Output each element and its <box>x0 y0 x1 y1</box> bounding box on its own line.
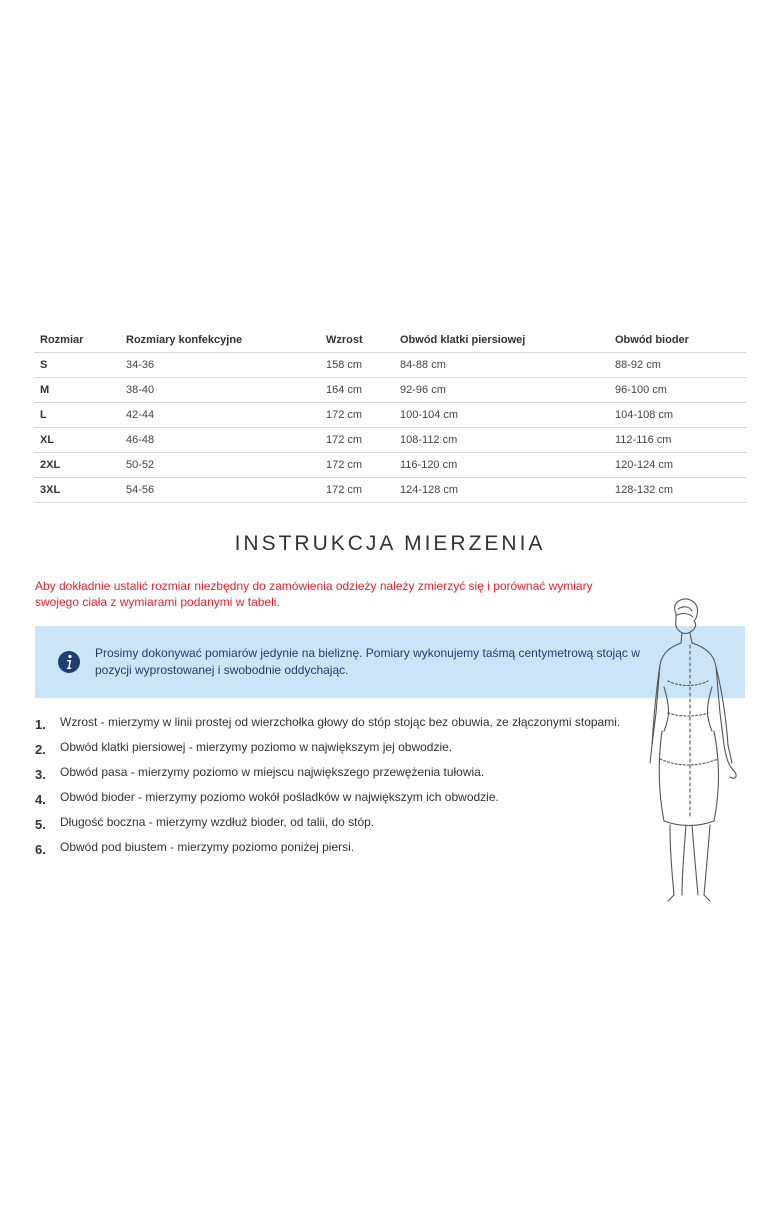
cell-klatka: 108-112 cm <box>394 428 609 453</box>
cell-klatka: 92-96 cm <box>394 378 609 403</box>
cell-size: 2XL <box>34 453 120 478</box>
cell-wzrost: 172 cm <box>320 428 394 453</box>
header-klatka: Obwód klatki piersiowej <box>394 328 609 353</box>
list-item <box>35 764 635 780</box>
cell-size: XL <box>34 428 120 453</box>
step-text: - mierzymy poziomo wokół pośladków w największym ich obwodzie. <box>134 790 499 804</box>
list-item <box>35 739 635 755</box>
cell-klatka: 116-120 cm <box>394 453 609 478</box>
step-term: Obwód pasa <box>60 765 128 779</box>
cell-size: M <box>34 378 120 403</box>
step-number: 3. <box>35 767 46 782</box>
cell-klatka: 84-88 cm <box>394 353 609 378</box>
step-text: - mierzymy poziomo w największym jej obwodzie. <box>185 740 453 754</box>
cell-size: 3XL <box>34 478 120 503</box>
cell-biodra: 104-108 cm <box>609 403 746 428</box>
cell-biodra: 120-124 cm <box>609 453 746 478</box>
list-item <box>35 814 635 830</box>
list-item <box>35 714 635 730</box>
cell-biodra: 112-116 cm <box>609 428 746 453</box>
cell-biodra: 96-100 cm <box>609 378 746 403</box>
step-number: 6. <box>35 842 46 857</box>
size-table <box>34 328 746 503</box>
header-biodra: Obwód bioder <box>609 328 746 353</box>
cell-konfekcja: 34-36 <box>120 353 320 378</box>
cell-wzrost: 172 cm <box>320 478 394 503</box>
header-size: Rozmiar <box>34 328 120 353</box>
header-wzrost: Wzrost <box>320 328 394 353</box>
table-row <box>34 453 746 478</box>
step-text: - mierzymy poziomo w miejscu największego przewężenia tułowia. <box>127 765 485 779</box>
cell-size: S <box>34 353 120 378</box>
step-number: 5. <box>35 817 46 832</box>
step-term: Obwód klatki piersiowej <box>60 740 186 754</box>
cell-klatka: 124-128 cm <box>394 478 609 503</box>
step-text: - mierzymy w linii prostej od wierzchołka głowy do stóp stojąc bez obuwia, ze złączonymi stopami. <box>97 715 621 729</box>
list-item <box>35 839 635 855</box>
cell-konfekcja: 42-44 <box>120 403 320 428</box>
list-item <box>35 789 635 805</box>
cell-biodra: 128-132 cm <box>609 478 746 503</box>
cell-konfekcja: 54-56 <box>120 478 320 503</box>
step-number: 1. <box>35 717 46 732</box>
step-text: - mierzymy wzdłuż bioder, od talii, do stóp. <box>145 815 375 829</box>
table-row <box>34 428 746 453</box>
header-konfekcja: Rozmiary konfekcyjne <box>120 328 320 353</box>
table-row <box>34 403 746 428</box>
instructions-title: INSTRUKCJA MIERZENIA <box>234 532 546 555</box>
cell-wzrost: 172 cm <box>320 453 394 478</box>
step-number: 2. <box>35 742 46 757</box>
table-row <box>34 478 746 503</box>
cell-klatka: 100-104 cm <box>394 403 609 428</box>
table-row <box>34 353 746 378</box>
step-term: Obwód bioder <box>60 790 135 804</box>
step-term: Wzrost <box>60 715 98 729</box>
intro-text: Aby dokładnie ustalić rozmiar niezbędny do zamówienia odzieży należy zmierzyć się i porównać wymiary swojego ciała z wymiarami podanymi w tabeli. <box>35 579 593 609</box>
step-text: - mierzymy poziomo poniżej piersi. <box>166 840 355 854</box>
cell-konfekcja: 46-48 <box>120 428 320 453</box>
measurement-steps <box>35 714 635 864</box>
cell-wzrost: 158 cm <box>320 353 394 378</box>
cell-biodra: 88-92 cm <box>609 353 746 378</box>
info-text: Prosimy dokonywać pomiarów jedynie na bieliznę. Pomiary wykonujemy taśmą centymetrową stojąc w pozycji wyprostowanej i swobodnie oddychając. <box>95 646 640 677</box>
size-table-header-row <box>34 328 746 353</box>
cell-konfekcja: 50-52 <box>120 453 320 478</box>
cell-konfekcja: 38-40 <box>120 378 320 403</box>
step-term: Obwód pod biustem <box>60 840 167 854</box>
woman-figure-measurement-icon <box>640 595 760 905</box>
info-box <box>35 626 745 698</box>
step-number: 4. <box>35 792 46 807</box>
info-icon <box>57 650 81 674</box>
cell-size: L <box>34 403 120 428</box>
cell-wzrost: 164 cm <box>320 378 394 403</box>
step-term: Długość boczna <box>60 815 146 829</box>
table-row <box>34 378 746 403</box>
cell-wzrost: 172 cm <box>320 403 394 428</box>
